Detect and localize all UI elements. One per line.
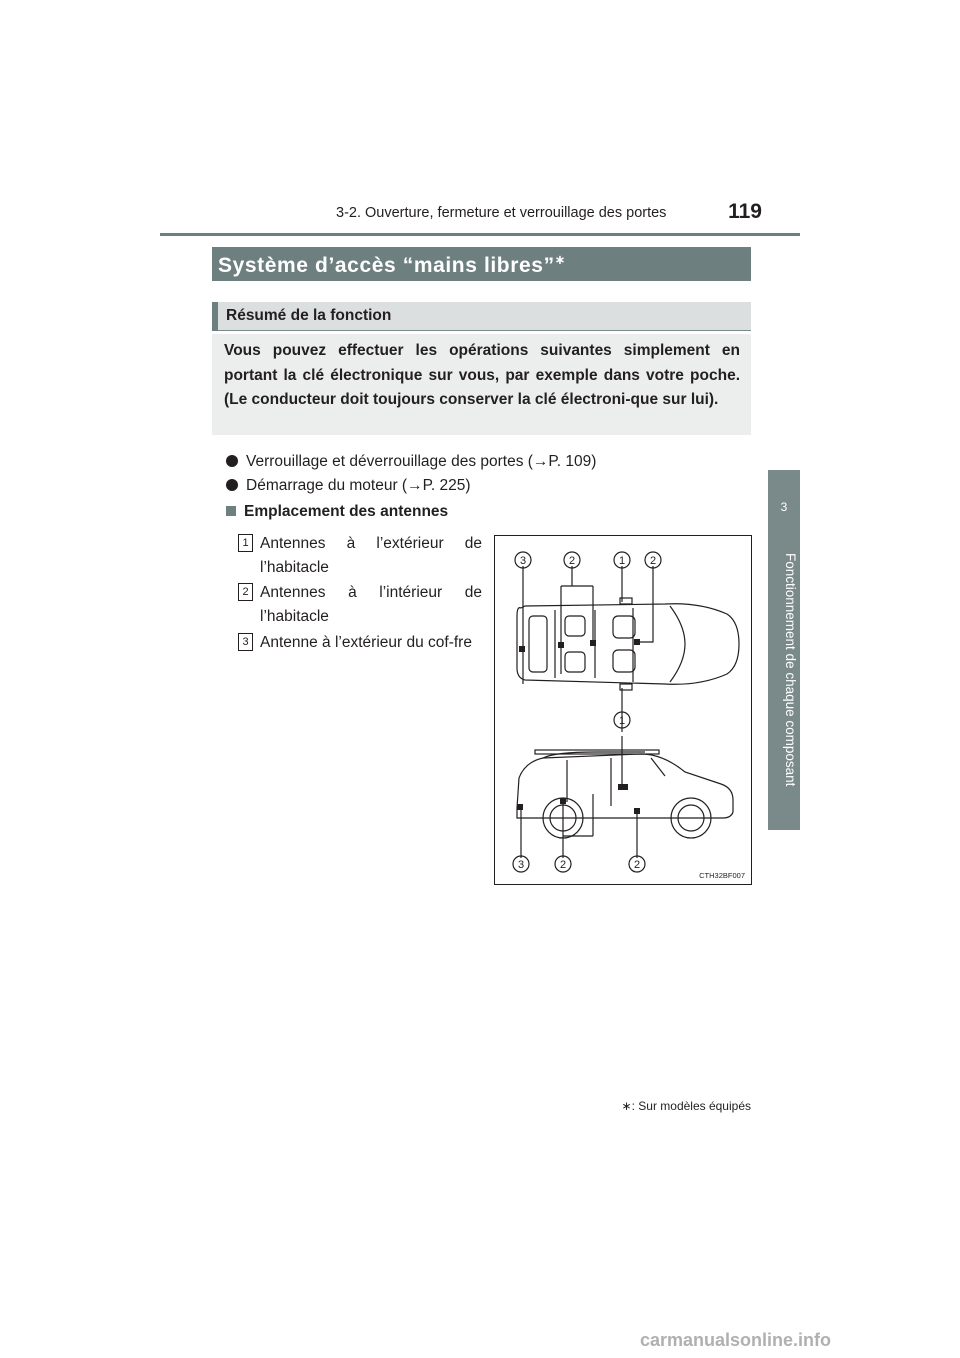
- bullet-dot: [226, 479, 238, 491]
- callout-label: 2: [568, 555, 576, 567]
- seat-rear-left: [565, 616, 585, 636]
- bullet-item: [226, 453, 596, 471]
- callout-number: 2: [238, 583, 253, 601]
- antenna-marker: [590, 640, 596, 646]
- callout-number: 1: [238, 534, 253, 552]
- footnote-asterisk: ∗: [621, 1099, 632, 1113]
- callout-label: 3: [519, 555, 527, 567]
- bullet-item: [226, 477, 471, 495]
- windshield-line: [670, 606, 685, 682]
- chapter-number: 3: [780, 500, 788, 514]
- bullet-dot: [226, 455, 238, 467]
- antenna-marker: [560, 798, 566, 804]
- antenna-location-figure: [494, 535, 752, 885]
- callout-label: 3: [517, 859, 525, 871]
- subsection-title: Résumé de la fonction: [226, 307, 392, 324]
- bullet-text: Verrouillage et déverrouillage des portes (→P. 109): [246, 453, 597, 470]
- title-asterisk: ∗: [554, 252, 567, 267]
- leader-line: [561, 566, 593, 674]
- seat-front-left: [613, 616, 635, 638]
- callout-label: 1: [618, 555, 626, 567]
- antenna-marker: [634, 808, 640, 814]
- rear-bench: [529, 616, 547, 672]
- callout-number: 3: [238, 633, 253, 651]
- antenna-marker: [519, 646, 525, 652]
- antenna-item-text: Antennes à l’intérieur de l’habitacle: [260, 584, 482, 625]
- antenna-item: [238, 581, 482, 629]
- antenna-item-text: Antennes à l’extérieur de l’habitacle: [260, 535, 482, 576]
- antenna-item: [238, 532, 482, 580]
- antenna-item: [238, 631, 482, 679]
- antenna-marker: [618, 784, 628, 790]
- vehicle-diagram-svg: [495, 536, 751, 884]
- antenna-marker: [634, 639, 640, 645]
- bullet-text: Démarrage du moteur (→P. 225): [246, 477, 471, 494]
- page-number: 119: [728, 200, 762, 223]
- callout-label: 1: [618, 715, 626, 727]
- footnote: [560, 1099, 751, 1113]
- watermark-text: carmanualsonline.info: [640, 1330, 832, 1350]
- callout-label: 2: [559, 859, 567, 871]
- seat-rear-right: [565, 652, 585, 672]
- side-door-lines: [567, 758, 665, 806]
- footnote-text: : Sur modèles équipés: [631, 1099, 751, 1113]
- header-rule: [160, 233, 800, 236]
- callout-label: 2: [649, 555, 657, 567]
- antenna-marker: [517, 804, 523, 810]
- square-bullet-icon: [226, 506, 236, 516]
- antenna-marker: [558, 642, 564, 648]
- page-title-text: Système d’accès “mains libres”: [218, 254, 555, 277]
- seat-front-right: [613, 650, 635, 672]
- antenna-item-text: Antenne à l’extérieur du cof-fre: [260, 634, 472, 651]
- summary-text: Vous pouvez effectuer les opérations suivantes simplement en portant la clé électronique sur vous, par exemple dans votre poche. (Le conducteur doit toujours conserver la clé électroni-que sur lui).: [224, 342, 740, 408]
- chapter-title: Fonctionnement de chaque composant: [783, 553, 798, 787]
- leader-line: [563, 794, 593, 858]
- subsection-accent: [212, 302, 218, 331]
- antenna-heading-text: Emplacement des antennes: [244, 503, 449, 520]
- antenna-heading: [226, 503, 448, 521]
- page-title: [218, 252, 566, 278]
- figure-code: CTH32BF007: [699, 871, 745, 880]
- callout-label: 2: [633, 859, 641, 871]
- running-header-section: 3-2. Ouverture, fermeture et verrouillage des portes: [336, 205, 667, 221]
